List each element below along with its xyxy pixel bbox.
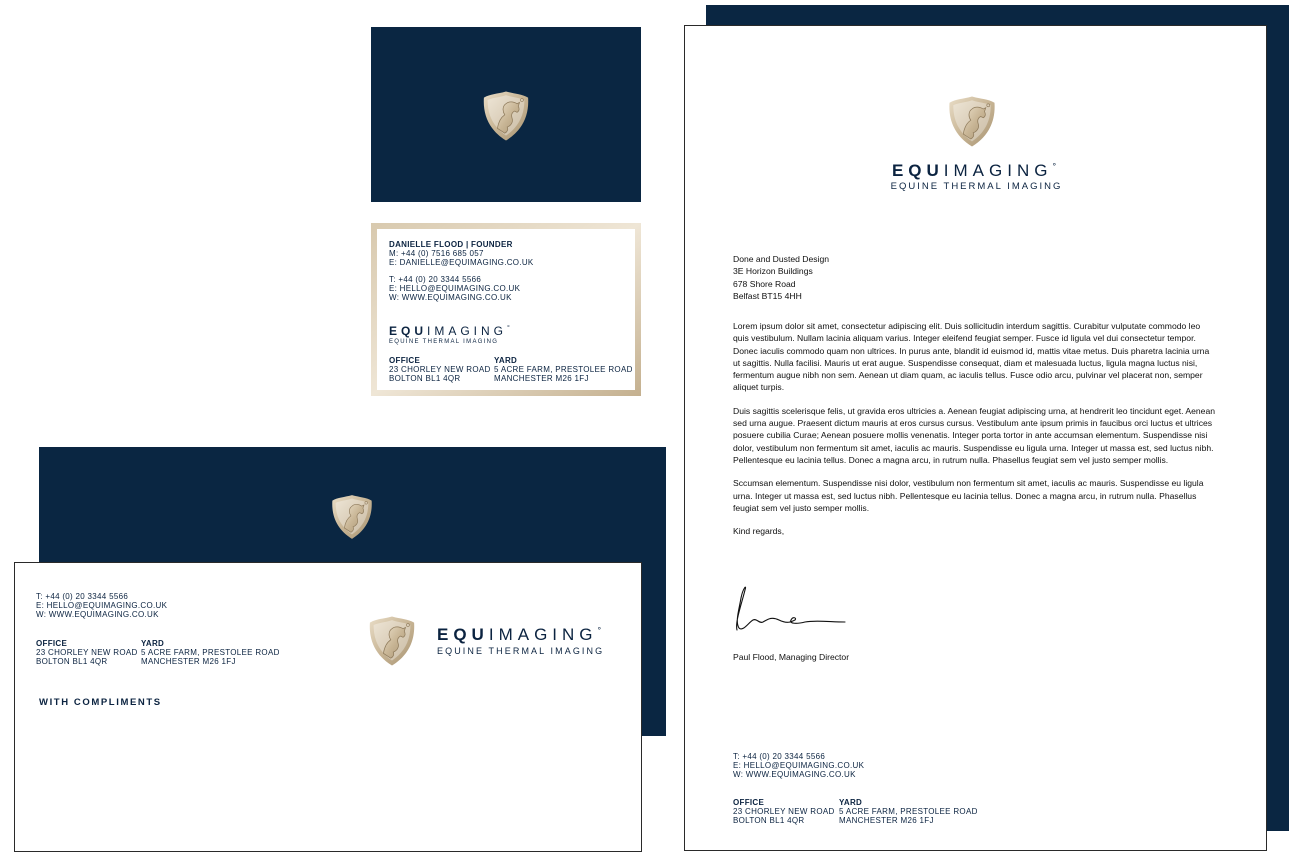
horse-shield-icon bbox=[367, 614, 417, 668]
yard-line2: MANCHESTER M26 1FJ bbox=[839, 816, 934, 825]
yard-label: YARD bbox=[839, 798, 863, 807]
letterhead-logo bbox=[685, 161, 1268, 192]
letterhead-yard-address bbox=[839, 798, 978, 825]
yard-line1: 5 ACRE FARM, PRESTOLEE ROAD bbox=[141, 648, 280, 657]
signature-icon bbox=[731, 582, 851, 636]
slip-yard-address bbox=[141, 639, 280, 666]
horse-shield-icon bbox=[481, 89, 531, 143]
yard-line2: MANCHESTER M26 1FJ bbox=[141, 657, 236, 666]
card-contact-details bbox=[389, 240, 534, 302]
office-line1: 23 CHORLEY NEW ROAD bbox=[733, 807, 835, 816]
yard-line2: MANCHESTER M26 1FJ bbox=[494, 374, 589, 383]
letterhead-email: E: HELLO@EQUIMAGING.CO.UK bbox=[733, 761, 865, 770]
brand-name-bold: EQU bbox=[437, 625, 489, 644]
slip-email: E: HELLO@EQUIMAGING.CO.UK bbox=[36, 601, 168, 610]
office-line2: BOLTON BL1 4QR bbox=[36, 657, 108, 666]
letterhead-website: W: WWW.EQUIMAGING.CO.UK bbox=[733, 770, 856, 779]
yard-line1: 5 ACRE FARM, PRESTOLEE ROAD bbox=[494, 365, 633, 374]
letterhead-contact-details bbox=[733, 752, 864, 779]
brand-name-light: IMAGING bbox=[427, 324, 508, 338]
card-company-email: E: HELLO@EQUIMAGING.CO.UK bbox=[389, 284, 521, 293]
letter-body bbox=[733, 320, 1215, 548]
letter-closing: Kind regards, bbox=[733, 526, 785, 537]
horse-shield-icon bbox=[946, 94, 998, 149]
brand-degree: ° bbox=[507, 325, 514, 332]
business-card-front bbox=[371, 27, 641, 202]
recipient-line: 3E Horizon Buildings bbox=[733, 266, 813, 277]
slip-website: W: WWW.EQUIMAGING.CO.UK bbox=[36, 610, 159, 619]
office-label: OFFICE bbox=[733, 798, 765, 807]
letter-paragraph: Duis sagittis scelerisque felis, ut gravida eros ultricies a. Aenean feugiat adipiscing urna, at hendrerit leo tincidunt eget. Aenean sed urna augue. Praesent dictum mauris at eros cursus cursus. Vestibulum ante ipsum primis in faucibus orci luctus et ultrices posuere cubilia Curae; Aenean posuere mollis venenatis. Integer porta tortor in ante accumsan elementum. Suspendisse nisi dolor, vestibulum non fermentum sit amet, iaculis ac mauris. Suspendisse eu ligula urna. Integer ut massa est, sed luctus nibh. Pellentesque eu lacinia tellus. Donec a magna arcu, in rutrum nulla. Phasellus feugiat sem vel justo semper mollis. bbox=[733, 405, 1216, 465]
brand-tagline: EQUINE THERMAL IMAGING bbox=[437, 646, 605, 656]
slip-logo bbox=[437, 625, 606, 656]
letterhead-office-address bbox=[733, 798, 835, 825]
card-email: E: DANIELLE@EQUIMAGING.CO.UK bbox=[389, 258, 534, 267]
brand-name-light: IMAGING bbox=[943, 161, 1053, 180]
card-name-title: DANIELLE FLOOD | FOUNDER bbox=[389, 240, 513, 249]
brand-name-light: IMAGING bbox=[488, 625, 598, 644]
letter-paragraph: Lorem ipsum dolor sit amet, consectetur adipiscing elit. Duis sollicitudin interdum sagittis. Curabitur vulputate commodo leo quis vestibulum. Nullam lacinia aliquam varius. Integer eleifend feugiat semper. Fusce id ligula vel dui consectetur tempor. Donec iaculis commodo quam non ultrices. In purus ante, blandit id euismod id, mattis vitae metus. Duis pharetra lacinia urna ut sagittis. Nulla facilisi. Mauris ut erat augue. Suspendisse consequat, diam et malesuada luctus, ligula magna luctus nisi, fermentum augue nibh non sem. Aenean ut diam quam, ac iaculis tellus. Fusce odio arcu, pulvinar vel placerat non, semper aliquet turpis. bbox=[733, 321, 1210, 393]
card-logo bbox=[389, 324, 514, 345]
office-line1: 23 CHORLEY NEW ROAD bbox=[389, 365, 491, 374]
brand-name-bold: EQU bbox=[891, 161, 944, 180]
office-line1: 23 CHORLEY NEW ROAD bbox=[36, 648, 138, 657]
brand-tagline: EQUINE THERMAL IMAGING bbox=[890, 181, 1063, 192]
card-phone: T: +44 (0) 20 3344 5566 bbox=[389, 275, 482, 284]
yard-label: YARD bbox=[141, 639, 165, 648]
recipient-line: 678 Shore Road bbox=[733, 278, 796, 289]
signatory-name: Paul Flood, Managing Director bbox=[733, 652, 850, 662]
recipient-line: Belfast BT15 4HH bbox=[733, 290, 802, 301]
brand-degree: ° bbox=[1052, 161, 1062, 172]
letter-paragraph: Sccumsan elementum. Suspendisse nisi dolor, vestibulum non fermentum sit amet, iaculis ac mauris. Suspendisse eu ligula urna. Integer ut massa est, sed luctus nibh. Pellentesque eu lacinia tellus. Donec a magna arcu, in rutrum nulla. Phasellus feugiat sem vel justo semper mollis. bbox=[733, 478, 1204, 513]
card-office-address bbox=[389, 356, 491, 383]
yard-label: YARD bbox=[494, 356, 518, 365]
letterhead-front bbox=[684, 25, 1267, 851]
slip-contact-details bbox=[36, 592, 167, 619]
recipient-address bbox=[733, 253, 829, 302]
office-label: OFFICE bbox=[389, 356, 421, 365]
office-label: OFFICE bbox=[36, 639, 68, 648]
compliments-slip-front bbox=[14, 562, 642, 852]
yard-line1: 5 ACRE FARM, PRESTOLEE ROAD bbox=[839, 807, 978, 816]
card-mobile: M: +44 (0) 7516 685 057 bbox=[389, 249, 484, 258]
letterhead-phone: T: +44 (0) 20 3344 5566 bbox=[733, 752, 826, 761]
card-yard-address bbox=[494, 356, 633, 383]
card-website: W: WWW.EQUIMAGING.CO.UK bbox=[389, 293, 512, 302]
business-card-back bbox=[371, 223, 641, 396]
slip-office-address bbox=[36, 639, 138, 666]
office-line2: BOLTON BL1 4QR bbox=[389, 374, 461, 383]
brand-name-bold: EQU bbox=[389, 324, 428, 338]
brand-degree: ° bbox=[597, 625, 607, 636]
brand-tagline: EQUINE THERMAL IMAGING bbox=[389, 339, 499, 345]
with-compliments-label: WITH COMPLIMENTS bbox=[39, 697, 162, 708]
slip-phone: T: +44 (0) 20 3344 5566 bbox=[36, 592, 129, 601]
office-line2: BOLTON BL1 4QR bbox=[733, 816, 805, 825]
recipient-line: Done and Dusted Design bbox=[733, 254, 830, 264]
horse-shield-icon bbox=[330, 493, 374, 541]
